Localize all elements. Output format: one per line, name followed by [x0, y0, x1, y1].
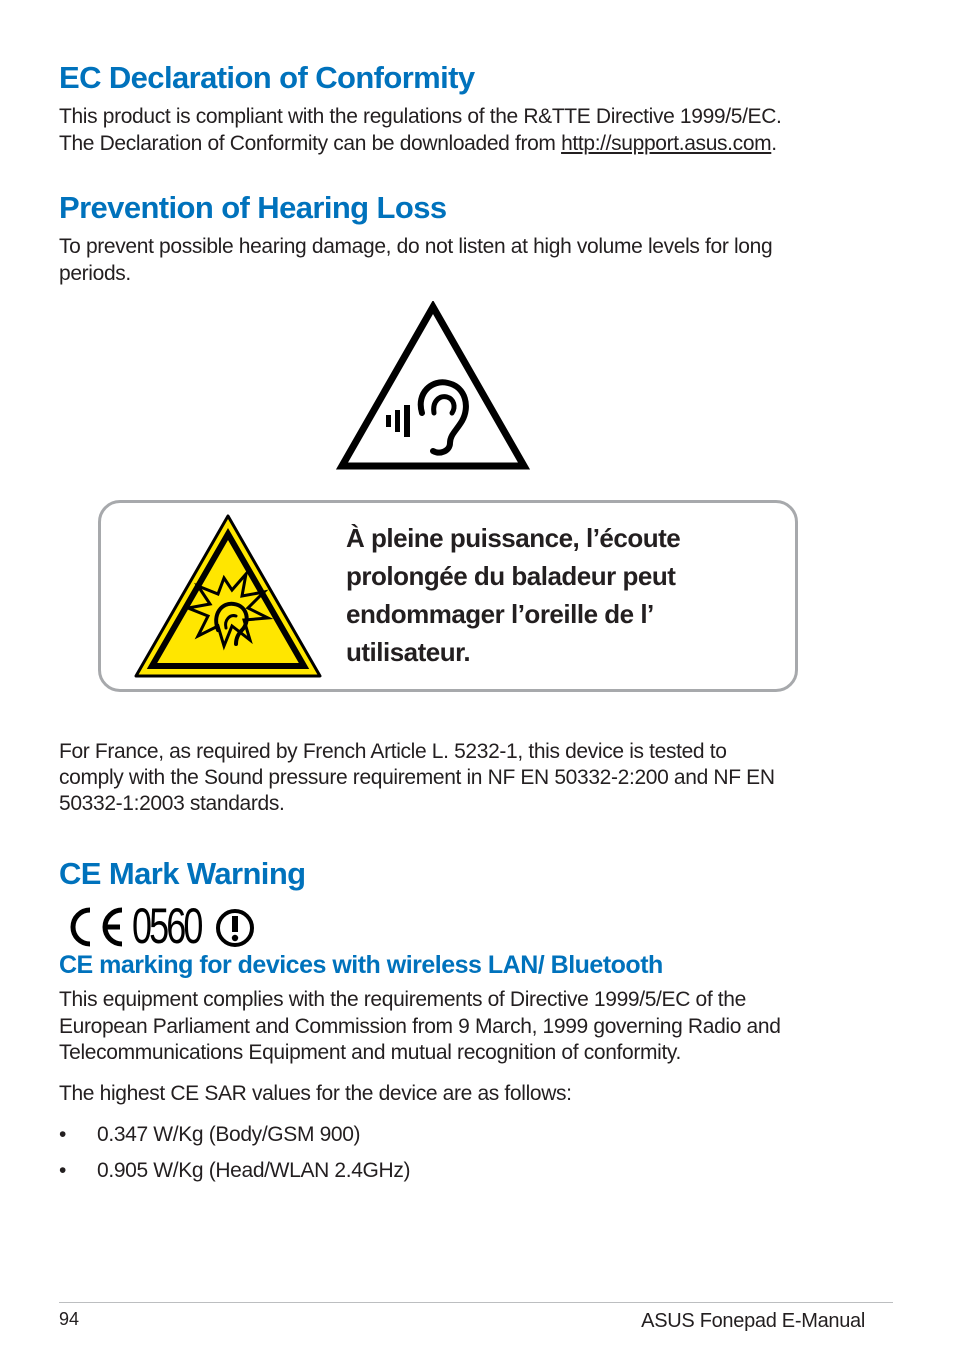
ce-directive-line-3: Telecommunications Equipment and mutual recognition of conformity. [59, 1041, 682, 1064]
ce-mark-heading: CE Mark Warning [59, 856, 306, 891]
ec-declaration-line-1: This product is compliant with the regulations of the R&TTE Directive 1999/5/EC. [59, 105, 782, 128]
sar-bullet-text: 0.347 W/Kg (Body/GSM 900) [97, 1123, 361, 1146]
france-compliance-line-1: For France, as required by French Article L. 5232-1, this device is tested to [59, 740, 727, 763]
ec-declaration-text [59, 104, 869, 157]
france-compliance-text [59, 739, 869, 817]
loud-noise-warning-icon [132, 512, 324, 680]
france-compliance-line-3: 50332-1:2003 standards. [59, 792, 285, 815]
ec-declaration-heading: EC Declaration of Conformity [59, 60, 475, 95]
ec-declaration-line-2-suffix: . [771, 131, 777, 155]
france-compliance-line-2: comply with the Sound pressure requirement in NF EN 50332-2:200 and NF EN [59, 766, 775, 789]
hearing-loss-text [59, 234, 869, 287]
ce-mark-number: 0560 [132, 898, 201, 954]
ce-mark-row [64, 898, 264, 954]
hearing-loss-line-2: periods. [59, 261, 131, 285]
footer-divider [59, 1302, 893, 1303]
ce-marking-subheading: CE marking for devices with wireless LAN/ Bluetooth [59, 951, 663, 979]
hearing-warning-triangle-icon [336, 301, 530, 471]
ec-declaration-line-2-prefix: The Declaration of Conformity can be downloaded from [59, 131, 562, 155]
hearing-warning-line-4: utilisateur. [346, 637, 471, 667]
alert-circle-icon [214, 907, 256, 949]
hearing-loss-line-1: To prevent possible hearing damage, do not listen at high volume levels for long [59, 235, 773, 258]
hearing-warning-line-2: prolongée du baladeur peut [346, 561, 676, 591]
bullet-marker: • [59, 1159, 67, 1182]
sar-intro-text: The highest CE SAR values for the device are as follows: [59, 1082, 572, 1105]
hearing-warning-line-1: À pleine puissance, l’écoute [346, 523, 681, 553]
support-link[interactable]: http://support.asus.com [561, 131, 772, 155]
ce-directive-line-2: European Parliament and Commission from 9 March, 1999 governing Radio and [59, 1014, 781, 1038]
ec-declaration-line-2 [59, 131, 869, 158]
hearing-warning-line-3: endommager l’oreille de l’ [346, 599, 654, 629]
page-number: 94 [59, 1309, 80, 1329]
ce-directive-line-1: This equipment complies with the requirements of Directive 1999/5/EC of the [59, 988, 746, 1011]
sar-bullet-text: 0.905 W/Kg (Head/WLAN 2.4GHz) [97, 1159, 411, 1182]
hearing-warning-text [346, 519, 786, 671]
hearing-loss-heading: Prevention of Hearing Loss [59, 190, 447, 225]
bullet-marker: • [59, 1123, 67, 1146]
ce-mark-icon [64, 906, 128, 948]
ce-directive-text [59, 987, 869, 1067]
manual-title: ASUS Fonepad E-Manual [641, 1310, 865, 1332]
